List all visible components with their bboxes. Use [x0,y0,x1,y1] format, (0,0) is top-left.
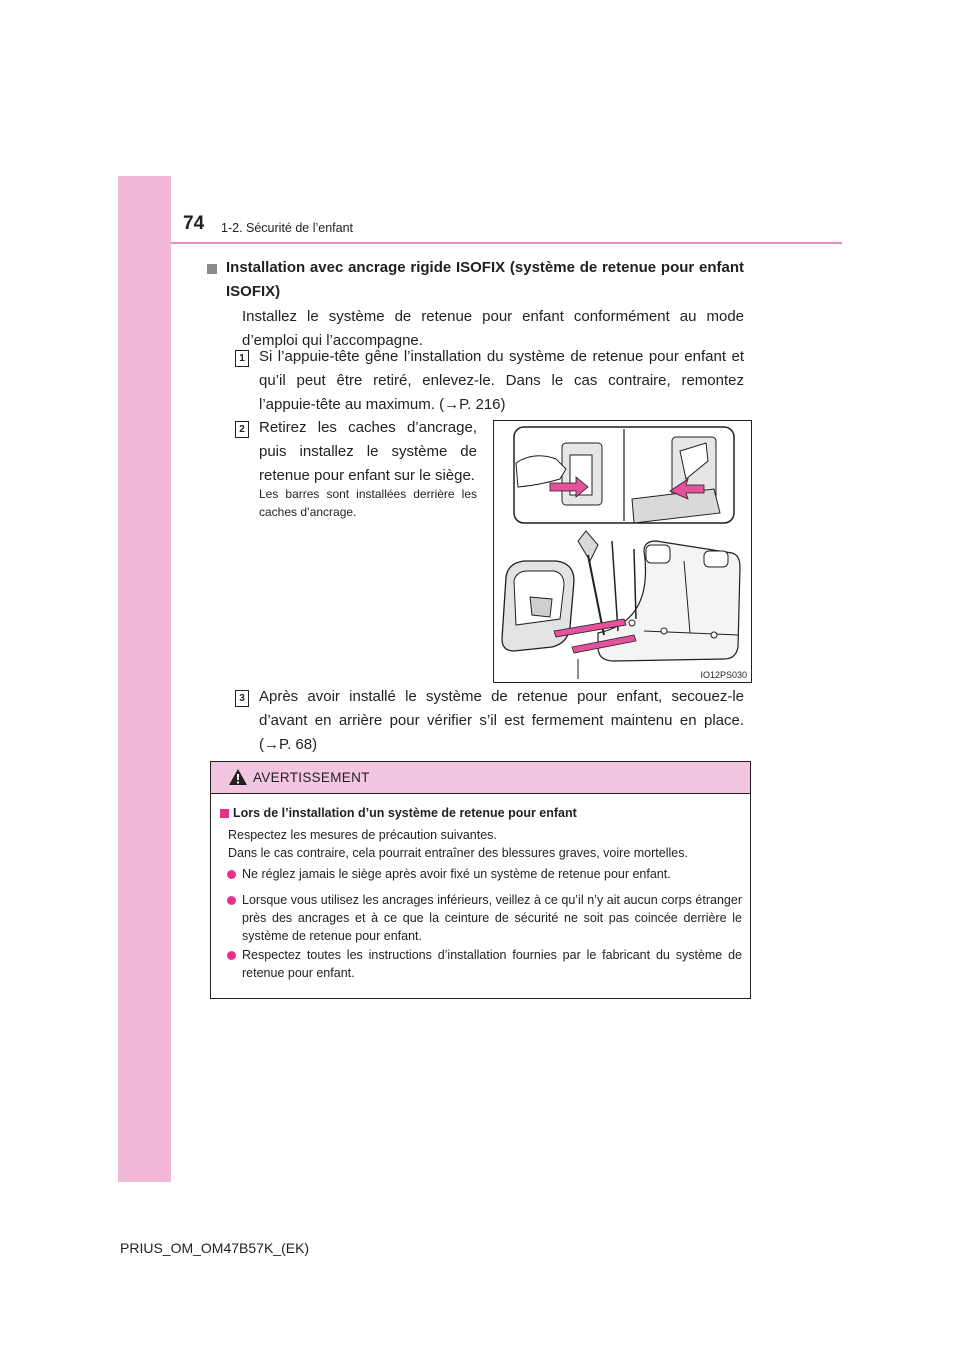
section-square-icon [207,264,217,274]
step-2-note: Les barres sont installées derrière les caches d’ancrage. [259,487,477,519]
step-3-marker: 3 [235,690,249,707]
warning-header [211,762,750,794]
step-1-marker: 1 [235,350,249,367]
section-title-text: Installation avec ancrage rigide ISOFIX (système de retenue pour enfant ISOFIX) [226,259,744,300]
section-intro: Installez le système de retenue pour enfant conformément au mode d’emploi qui l’accompagne. [242,308,744,349]
figure-code: IO12PS030 [700,670,747,680]
warning-triangle-icon [228,768,248,786]
seat-anchor-drawing [494,421,751,682]
page-number: 74 [183,213,205,234]
chapter-tab [118,176,171,1182]
warning-title: AVERTISSEMENT [253,770,370,785]
running-head: 1-2. Sécurité de l’enfant [221,221,354,235]
warning-intro: Respectez les mesures de précaution suivantes. [228,828,497,842]
warning-bullet-3: Respectez toutes les instructions d’installation fournies par le fabricant du système de retenue pour enfant. [242,948,742,980]
step-1-text: Si l’appuie-tête gêne l’installation du système de retenue pour enfant et qu’il peut être retiré, enlevez-le. Dans le cas contraire, remontez l’appuie-tête au maximum. (→P. 216) [259,348,744,413]
header-rule [171,242,842,244]
warning-square-icon [220,809,229,818]
bullet-dot-icon [227,870,236,879]
section-title [226,256,744,304]
warning-heading: Lors de l’installation d’un système de retenue pour enfant [233,806,577,820]
warning-bullet-1: Ne réglez jamais le siège après avoir fixé un système de retenue pour enfant. [242,867,671,881]
warning-intro-2: Dans le cas contraire, cela pourrait entraîner des blessures graves, voire mortelles. [228,846,688,860]
step-3-text: Après avoir installé le système de retenue pour enfant, secouez-le d’avant en arrière pour vérifier s’il est fermement maintenu en place. (→P. 68) [259,688,744,753]
warning-box [210,761,751,999]
bullet-dot-icon [227,896,236,905]
document-code: PRIUS_OM_OM47B57K_(EK) [120,1240,310,1256]
warning-bullet-2: Lorsque vous utilisez les ancrages inférieurs, veillez à ce qu’il n’y ait aucun corps étranger près des ancrages et à ce que la ceinture de sécurité ne soit pas coincée derrière le système de retenue pour enfant. [242,893,742,943]
isofix-illustration [493,420,752,683]
step-2-text: Retirez les caches d’ancrage, puis installez le système de retenue pour enfant sur le siège. [259,419,477,484]
step-2-marker: 2 [235,421,249,438]
bullet-dot-icon [227,951,236,960]
